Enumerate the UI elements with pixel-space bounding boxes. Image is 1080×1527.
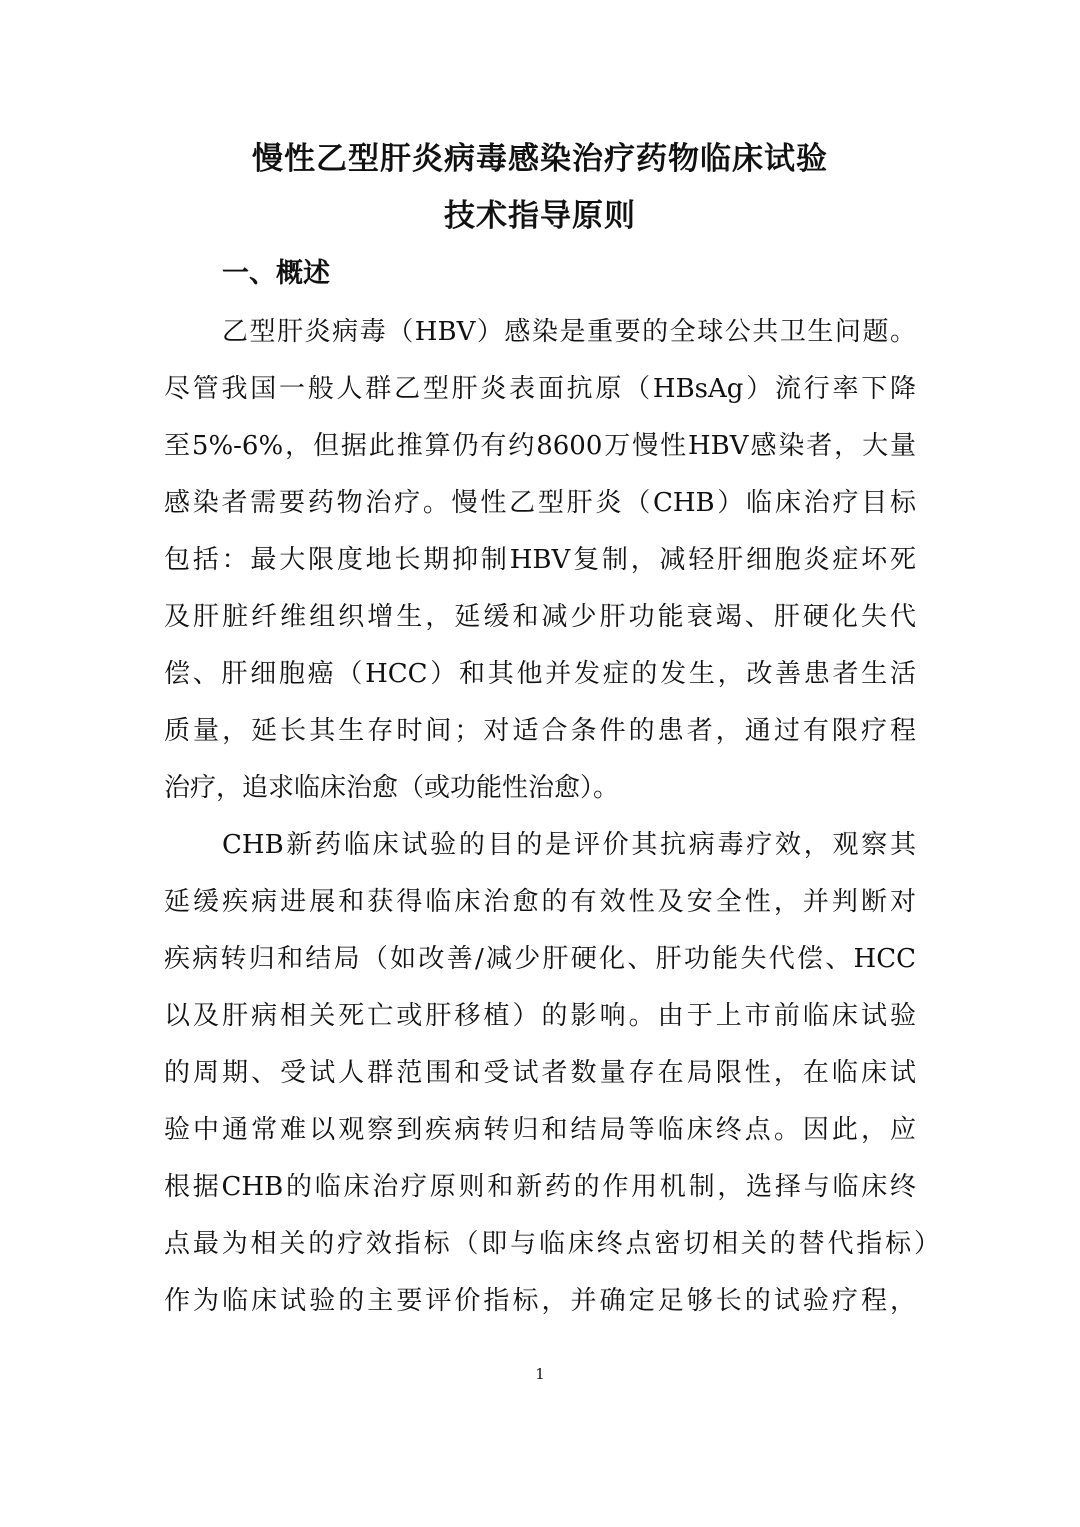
paragraph-1-line: 及肝脏纤维组织增生，延缓和减少肝功能衰竭、肝硬化失代 [164, 602, 916, 632]
paragraph-2-line: CHB新药临床试验的目的是评价其抗病毒疗效，观察其 [222, 830, 916, 860]
document-title-line-2: 技术指导原则 [444, 198, 636, 234]
paragraph-2-line: 根据CHB的临床治疗原则和新药的作用机制，选择与临床终 [164, 1172, 916, 1202]
paragraph-1-line: 质量，延长其生存时间；对适合条件的患者，通过有限疗程 [164, 716, 916, 746]
paragraph-2-line: 以及肝病相关死亡或肝移植）的影响。由于上市前临床试验 [164, 1001, 916, 1031]
paragraph-2-line: 点最为相关的疗效指标（即与临床终点密切相关的替代指标） [164, 1229, 940, 1259]
paragraph-1-line: 包括：最大限度地长期抑制HBV复制，减轻肝细胞炎症坏死 [164, 545, 916, 575]
section-heading: 一、概述 [222, 258, 330, 289]
document-title-line-1: 慢性乙型肝炎病毒感染治疗药物临床试验 [252, 141, 828, 177]
paragraph-2-line: 验中通常难以观察到疾病转归和结局等临床终点。因此，应 [164, 1115, 916, 1145]
paragraph-1-line: 至5%-6%，但据此推算仍有约8600万慢性HBV感染者，大量 [164, 431, 916, 461]
paragraph-1-line: 偿、肝细胞癌（HCC）和其他并发症的发生，改善患者生活 [164, 659, 916, 689]
paragraph-1-line: 感染者需要药物治疗。慢性乙型肝炎（CHB）临床治疗目标 [164, 488, 916, 518]
paragraph-2-line: 的周期、受试人群范围和受试者数量存在局限性，在临床试 [164, 1058, 916, 1088]
paragraph-1-line: 治疗，追求临床治愈（或功能性治愈）。 [164, 773, 620, 803]
paragraph-2-line: 作为临床试验的主要评价指标，并确定足够长的试验疗程， [164, 1286, 916, 1316]
paragraph-2-line: 延缓疾病进展和获得临床治愈的有效性及安全性，并判断对 [164, 887, 916, 917]
paragraph-1-line: 尽管我国一般人群乙型肝炎表面抗原（HBsAg）流行率下降 [164, 374, 916, 404]
paragraph-2-line: 疾病转归和结局（如改善/减少肝硬化、肝功能失代偿、HCC [164, 944, 916, 974]
page-number: 1 [535, 1365, 545, 1383]
paragraph-1-line: 乙型肝炎病毒（HBV）感染是重要的全球公共卫生问题。 [222, 317, 916, 347]
